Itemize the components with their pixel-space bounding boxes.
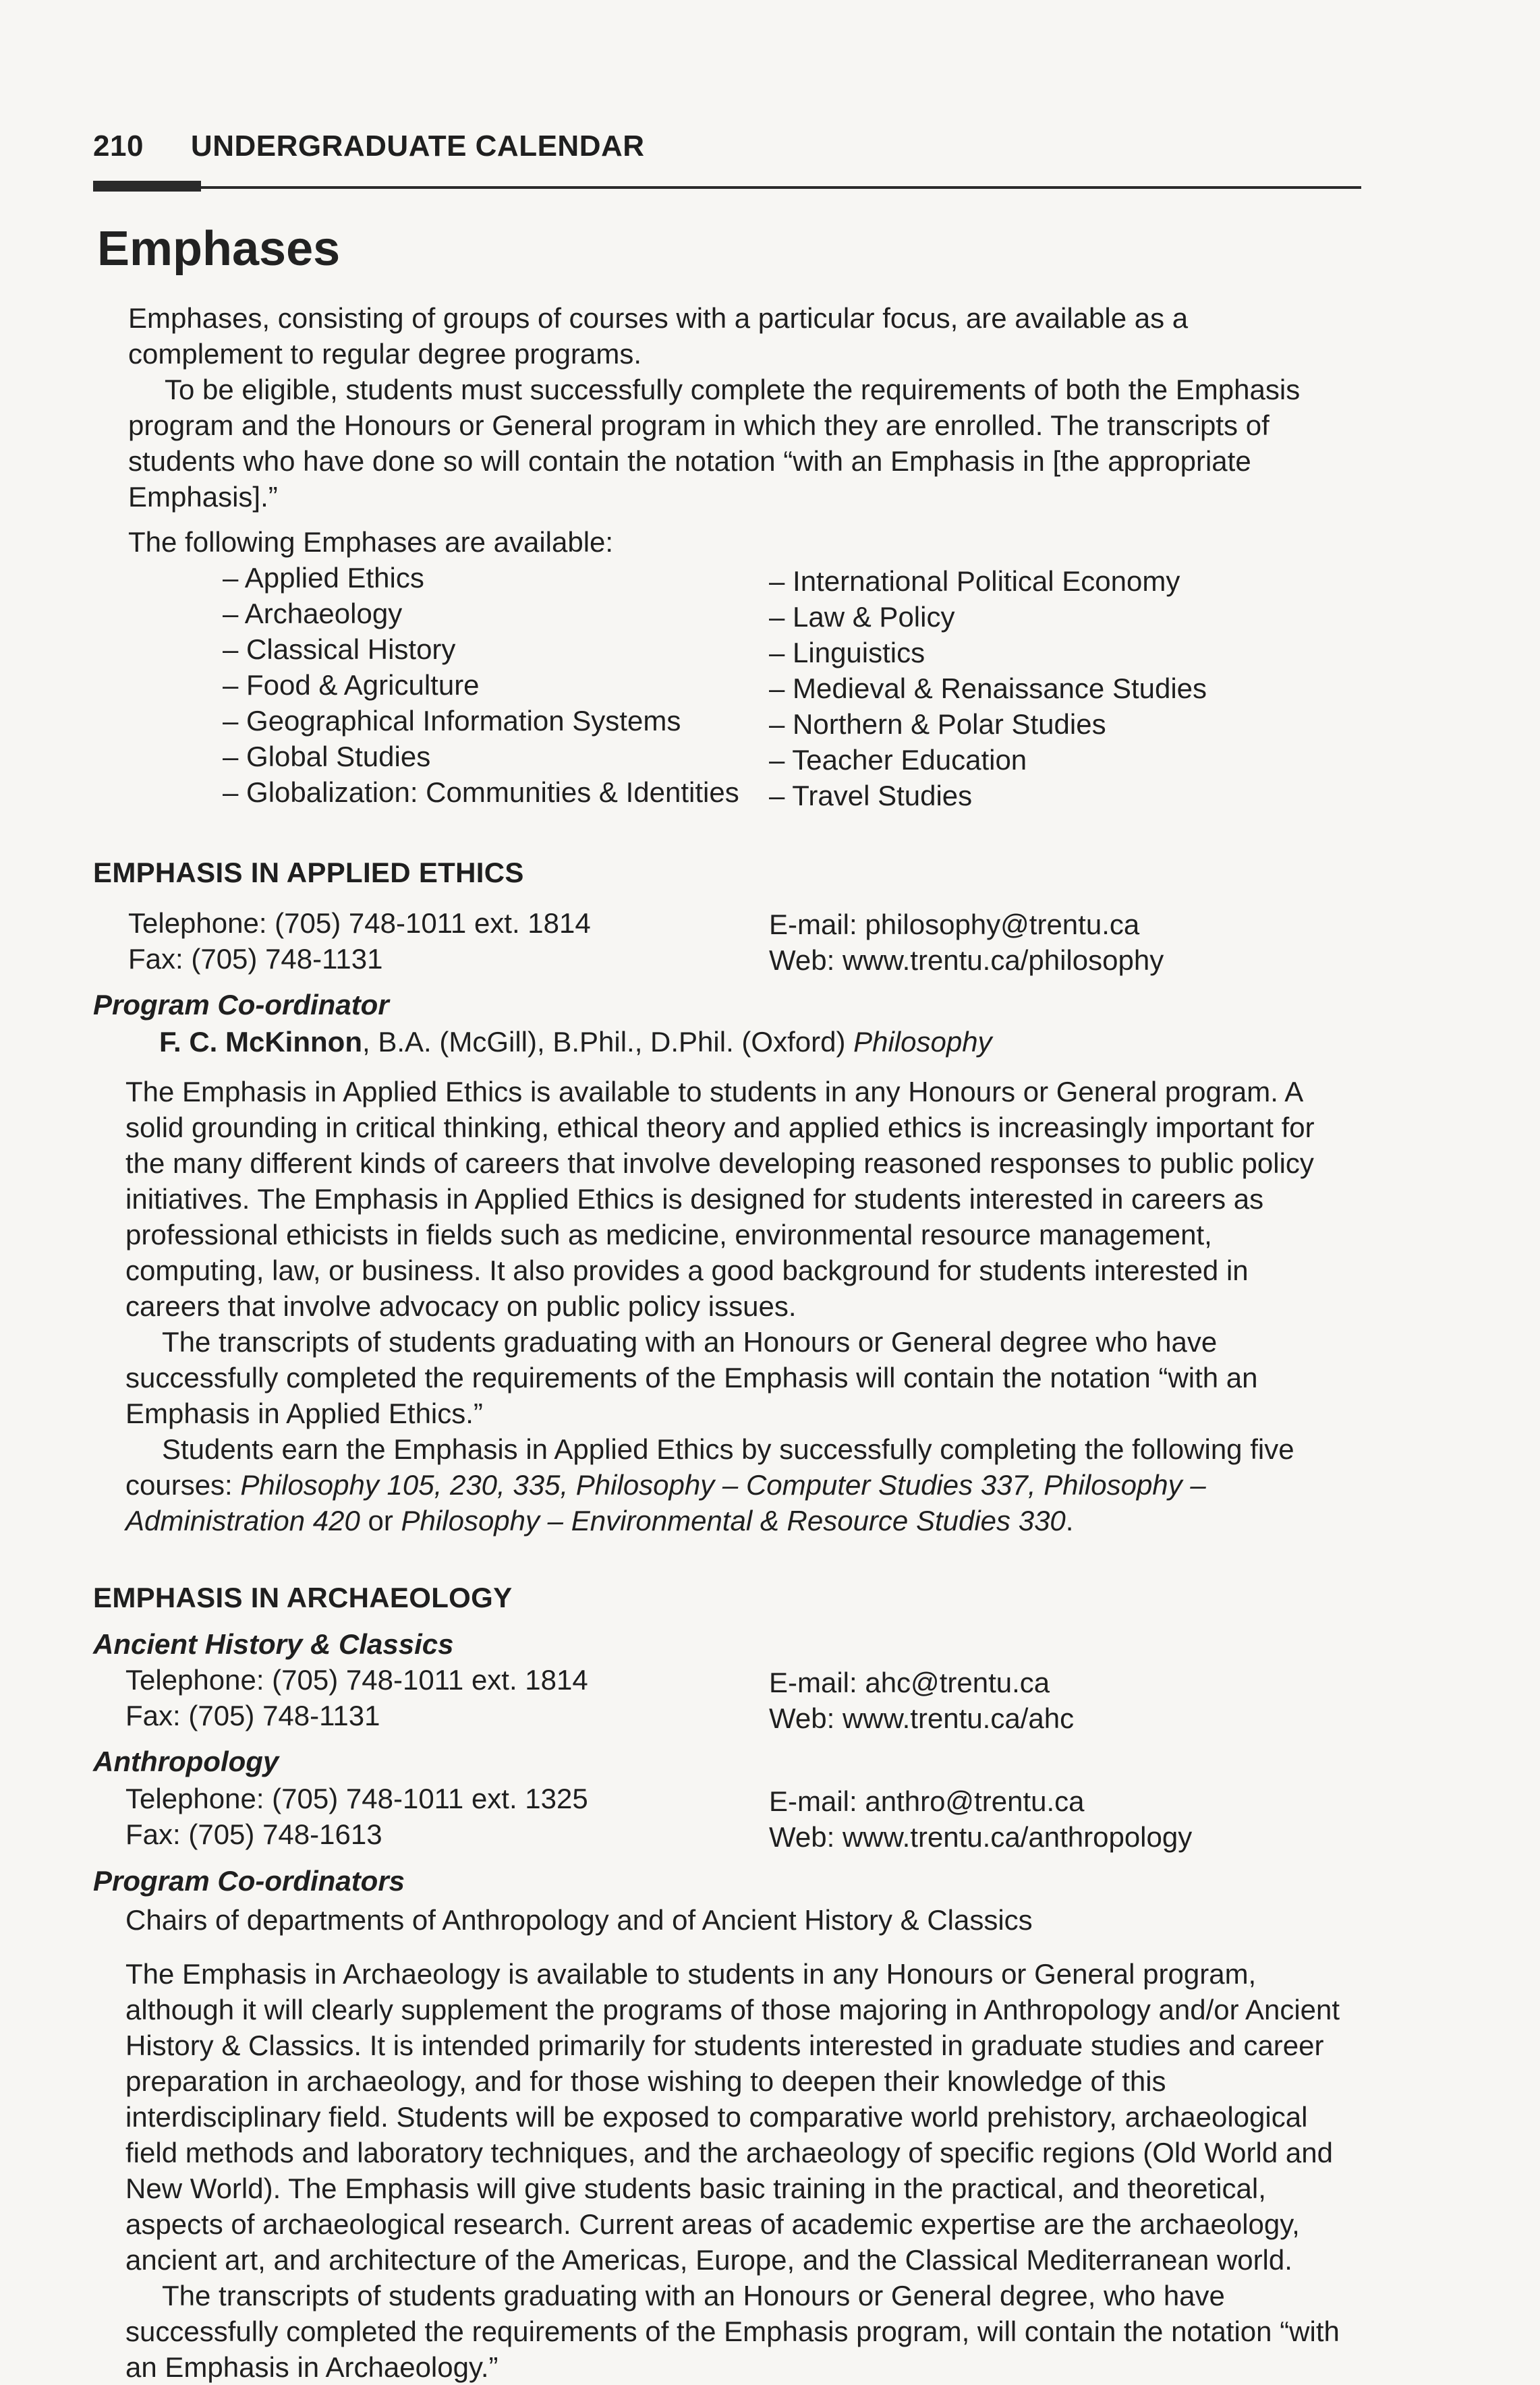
list-item: – Globalization: Communities & Identities — [223, 776, 739, 808]
running-title: UNDERGRADUATE CALENDAR — [190, 130, 645, 163]
dept-anthropology-label: Anthropology — [93, 1746, 279, 1777]
emphases-list-right — [769, 563, 1207, 813]
list-item: – Archaeology — [223, 598, 403, 629]
coordinator-label: Program Co-ordinator — [93, 989, 389, 1021]
paragraph-text: or — [360, 1505, 401, 1536]
archaeology-heading: EMPHASIS IN ARCHAEOLOGY — [93, 1582, 513, 1613]
fax: Fax: (705) 748-1131 — [125, 1700, 380, 1731]
applied-ethics-paragraph-1: The Emphasis in Applied Ethics is available to students in any Honours or General program. A solid grounding in critical thinking, ethical theory and applied ethics is increasingly important for the many different kinds of careers that involve developing reasoned responses to public policy initiatives. The Emphasis in Applied Ethics is designed for students interested in careers as professional ethicists in fields such as medicine, environmental resource management, computing, law, or business. It also provides a good background for students interested in careers that involve advocacy on public policy issues. — [125, 1076, 1315, 1322]
page-number: 210 — [93, 130, 144, 163]
telephone: Telephone: (705) 748-1011 ext. 1814 — [128, 907, 591, 939]
list-item: – International Political Economy — [769, 565, 1180, 597]
intro-text — [128, 300, 1342, 515]
paragraph-text: . — [1065, 1505, 1074, 1536]
list-item: – Classical History — [223, 633, 456, 665]
list-item: – Applied Ethics — [223, 562, 424, 594]
ancient-history-contact-web — [769, 1665, 1074, 1736]
intro-paragraph-1: Emphases, consisting of groups of courses with a particular focus, are available as a complement to regular degree programs. — [128, 302, 1189, 370]
email: E-mail: ahc@trentu.ca — [769, 1667, 1050, 1698]
emphases-list-left — [223, 560, 739, 810]
web-address: Web: www.trentu.ca/ahc — [769, 1702, 1075, 1734]
telephone: Telephone: (705) 748-1011 ext. 1814 — [125, 1664, 588, 1696]
anthropology-contact-web — [769, 1783, 1192, 1855]
applied-ethics-paragraph-2: The transcripts of students graduating with an Honours or General degree who have successfully completed the requirements of the Emphasis will contain the notation “with an Emphasis in Applied Ethics.” — [125, 1326, 1258, 1429]
list-item: – Global Studies — [223, 741, 431, 772]
running-header — [93, 130, 645, 163]
coordinators-label: Program Co-ordinators — [93, 1865, 405, 1897]
list-item: – Teacher Education — [769, 744, 1027, 776]
applied-ethics-contact-web — [769, 907, 1164, 978]
coordinator-line — [159, 1024, 992, 1060]
list-item: – Linguistics — [769, 637, 925, 668]
list-item: – Northern & Polar Studies — [769, 708, 1106, 740]
ancient-history-contact-phone — [125, 1662, 588, 1733]
web-address: Web: www.trentu.ca/anthropology — [769, 1821, 1193, 1853]
list-item: – Food & Agriculture — [223, 669, 480, 701]
applied-ethics-heading: EMPHASIS IN APPLIED ETHICS — [93, 857, 524, 888]
applied-ethics-contact-phone — [128, 905, 591, 977]
coordinators-text: Chairs of departments of Anthropology and of Ancient History & Classics — [125, 1904, 1033, 1936]
dept-ancient-history-label: Ancient History & Classics — [93, 1628, 454, 1660]
intro-paragraph-3: The following Emphases are available: — [128, 526, 614, 558]
email: E-mail: philosophy@trentu.ca — [769, 909, 1140, 940]
intro-paragraph-2: To be eligible, students must successfully complete the requirements of both the Emphasis program and the Honours or General program in which they are enrolled. The transcripts of students who have done so will contain the notation “with an Emphasis in [the appropriate Emphasis].” — [128, 374, 1301, 513]
list-item: – Geographical Information Systems — [223, 705, 681, 737]
header-rule — [93, 186, 1361, 189]
paragraph-text: Students earn the Emphasis in Applied Ethics by successfully completing the following five courses: — [125, 1433, 1294, 1501]
archaeology-paragraph-1: The Emphasis in Archaeology is available to students in any Honours or General program, although it will clearly supplement the programs of those majoring in Anthropology and/or Ancient History & Classics. It is intended primarily for students interested in graduate studies and career preparation in archaeology, and for those wishing to deepen their knowledge of this interdisciplinary field. Students will be exposed to comparative world prehistory, archaeological field methods and laboratory techniques, and the archaeology of specific regions (Old World and New World). The Emphasis will give students basic training in the practical, and theoretical, aspects of archaeological research. Current areas of academic expertise are the archaeology, ancient art, and architecture of the Americas, Europe, and the Classical Mediterranean world. — [125, 1958, 1340, 2276]
archaeology-body — [125, 1956, 1346, 2385]
course-list: Philosophy 105, 230, 335, Philosophy – Computer Studies 337, Philosophy – Administration 420 — [125, 1469, 1206, 1536]
archaeology-paragraph-2: The transcripts of students graduating with an Honours or General degree, who have successfully completed the requirements of the Emphasis program, will contain the notation “with an Emphasis in Archaeology.” — [125, 2280, 1340, 2383]
email: E-mail: anthro@trentu.ca — [769, 1785, 1085, 1817]
list-item: – Law & Policy — [769, 601, 955, 633]
applied-ethics-paragraph-3 — [125, 1431, 1340, 1539]
section-title: Emphases — [97, 222, 341, 276]
coordinator-dept: Philosophy — [853, 1026, 992, 1058]
telephone: Telephone: (705) 748-1011 ext. 1325 — [125, 1783, 588, 1814]
list-item: – Travel Studies — [769, 780, 973, 811]
coordinator-name: F. C. McKinnon — [159, 1026, 362, 1058]
applied-ethics-body — [125, 1074, 1340, 1539]
anthropology-contact-phone — [125, 1781, 588, 1852]
fax: Fax: (705) 748-1131 — [128, 943, 383, 975]
course-list: Philosophy – Environmental & Resource Studies 330 — [401, 1505, 1066, 1536]
web-address: Web: www.trentu.ca/philosophy — [769, 944, 1164, 976]
coordinator-degrees: , B.A. (McGill), B.Phil., D.Phil. (Oxford) — [362, 1026, 854, 1058]
fax: Fax: (705) 748-1613 — [125, 1818, 382, 1850]
list-item: – Medieval & Renaissance Studies — [769, 672, 1207, 704]
